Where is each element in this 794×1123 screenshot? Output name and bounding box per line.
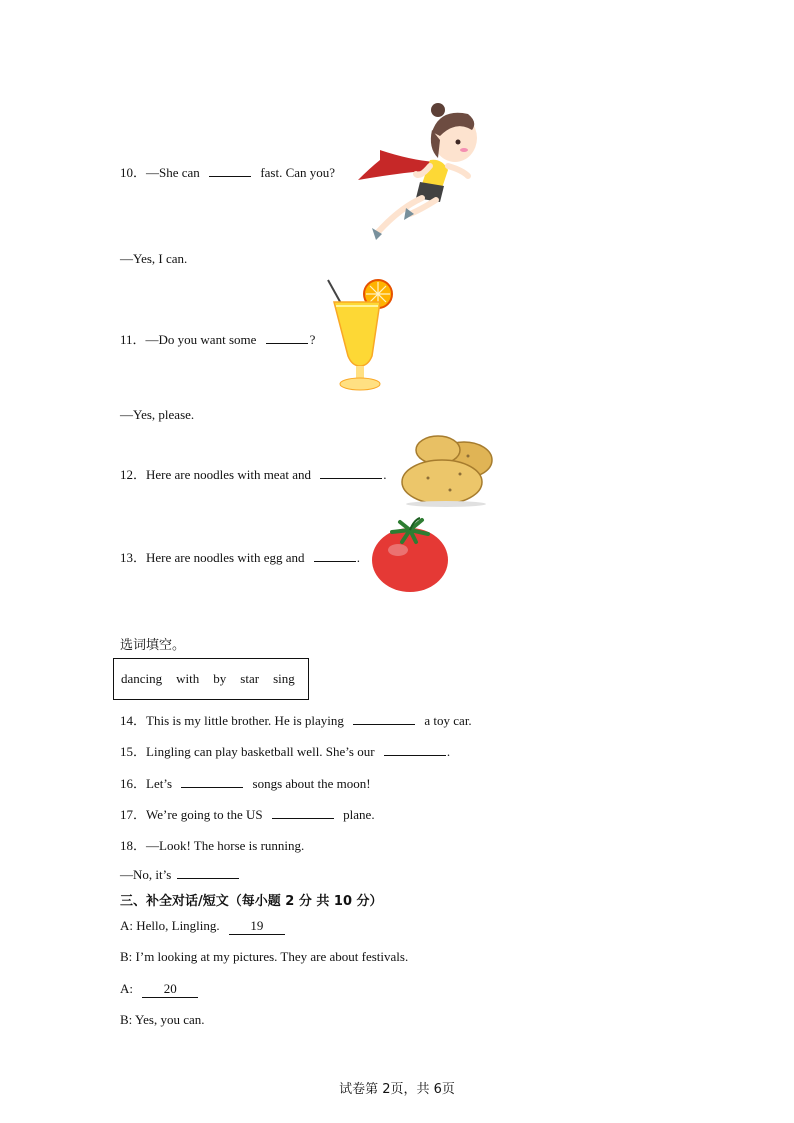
page-footer: 试卷第 2页，共 6页 [339,1082,455,1097]
tomato-icon [370,516,452,596]
dialogue-line: B: I’m looking at my pictures. They are about festivals. [120,949,409,964]
answer-blank-13[interactable] [314,549,356,562]
question-12: 12．Here are noodles with meat and . [120,467,387,482]
juice-glass-icon [322,276,398,396]
word-bank-item: sing [273,671,295,686]
question-15: 15．Lingling can play basketball well. She’s our . [120,744,451,759]
question-18: 18．—Look! The horse is running. [120,838,305,853]
answer-blank-15[interactable] [384,743,446,756]
reply-11: —Yes, please. [120,407,195,422]
answer-blank-18[interactable] [177,866,239,879]
answer-blank-20[interactable]: 20 [142,981,198,998]
question-10: 10．—She can fast. Can you? [120,165,336,180]
word-bank-item: by [213,671,227,686]
section-3-title: 三、补全对话/短文（每小题 2 分 共 10 分） [120,894,383,909]
reply-18: —No, it’s [120,866,239,883]
dialogue-line: B: Yes, you can. [120,1012,205,1027]
question-14: 14．This is my little brother. He is playing a toy car. [120,713,472,728]
answer-blank-19[interactable]: 19 [229,918,285,935]
dialogue-line: A: Hello, Lingling. 19 [120,918,285,935]
dialogue-line: A: 20 [120,981,198,998]
potato-icon [398,434,498,508]
reply-10: —Yes, I can. [120,251,188,266]
word-bank [113,658,309,700]
answer-blank-11[interactable] [266,331,308,344]
question-11: 11．—Do you want some ? [120,332,316,347]
answer-blank-12[interactable] [320,466,382,479]
section-instruction: 选词填空。 [120,638,186,653]
word-bank-item: dancing [121,671,163,686]
running-girl-icon [350,100,490,240]
answer-blank-16[interactable] [181,775,243,788]
word-bank-item: star [240,671,260,686]
answer-blank-10[interactable] [209,164,251,177]
answer-blank-14[interactable] [353,712,415,725]
question-13: 13．Here are noodles with egg and . [120,550,360,565]
question-16: 16．Let’s songs about the moon! [120,776,371,791]
answer-blank-17[interactable] [272,806,334,819]
word-bank-item: with [176,671,200,686]
question-17: 17．We’re going to the US plane. [120,807,375,822]
